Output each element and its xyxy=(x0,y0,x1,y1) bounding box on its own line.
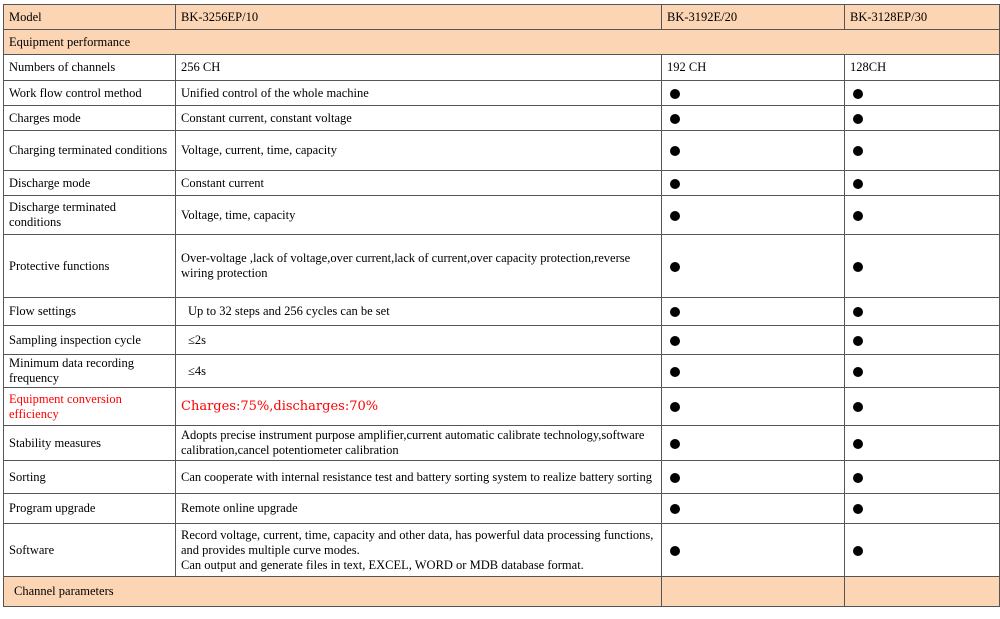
model-3-cell xyxy=(845,106,1000,131)
row-label: Charges mode xyxy=(4,106,176,131)
row-value: Adopts precise instrument purpose amplifier,current automatic calibrate technology,software calibration,cancel potentiometer calibration xyxy=(176,426,662,461)
row-label: Sorting xyxy=(4,461,176,494)
table-row xyxy=(4,131,1000,171)
model-3-cell xyxy=(845,326,1000,355)
filled-circle-icon xyxy=(670,89,680,99)
filled-circle-icon xyxy=(670,307,680,317)
table-row xyxy=(4,196,1000,235)
filled-circle-icon xyxy=(853,179,863,189)
row-label: Charging terminated conditions xyxy=(4,131,176,171)
model-3-cell xyxy=(845,461,1000,494)
model-2-cell xyxy=(662,131,845,171)
filled-circle-icon xyxy=(670,336,680,346)
software-output-formats: Can output and generate files in text, EXCEL, WORD or MDB database format. xyxy=(181,557,584,572)
row-label: Stability measures xyxy=(4,426,176,461)
row-value: 256 CH xyxy=(176,55,662,81)
table-row xyxy=(4,171,1000,196)
model-3-cell xyxy=(845,494,1000,524)
row-value: Constant current, constant voltage xyxy=(176,106,662,131)
row-value: Voltage, time, capacity xyxy=(176,196,662,235)
model-2-cell xyxy=(662,196,845,235)
row-label: Discharge mode xyxy=(4,171,176,196)
spec-table xyxy=(3,4,1000,607)
filled-circle-icon xyxy=(853,439,863,449)
model-3-cell xyxy=(845,524,1000,577)
filled-circle-icon xyxy=(853,546,863,556)
table-row xyxy=(4,494,1000,524)
row-value-highlight: Charges:75%,discharges:70% xyxy=(176,388,662,426)
row-value: ≤4s xyxy=(176,355,662,388)
empty-cell xyxy=(662,577,845,607)
row-label: Flow settings xyxy=(4,298,176,326)
model-2-cell xyxy=(662,298,845,326)
section-performance: Equipment performance xyxy=(4,30,1000,55)
filled-circle-icon xyxy=(670,439,680,449)
filled-circle-icon xyxy=(670,473,680,483)
model-2-header: BK-3192E/20 xyxy=(662,5,845,30)
software-description: Record voltage, current, time, capacity and other data, has powerful data processing functions, and provides multiple curve modes. xyxy=(181,527,654,557)
filled-circle-icon xyxy=(853,89,863,99)
filled-circle-icon xyxy=(670,179,680,189)
row-label: Work flow control method xyxy=(4,81,176,106)
filled-circle-icon xyxy=(853,473,863,483)
model-2-cell xyxy=(662,81,845,106)
table-row xyxy=(4,106,1000,131)
model-2-cell xyxy=(662,171,845,196)
filled-circle-icon xyxy=(853,146,863,156)
filled-circle-icon xyxy=(853,307,863,317)
model-3-cell xyxy=(845,355,1000,388)
model-2-cell xyxy=(662,388,845,426)
row-value: Up to 32 steps and 256 cycles can be set xyxy=(176,298,662,326)
table-row xyxy=(4,524,1000,577)
model-3-header: BK-3128EP/30 xyxy=(845,5,1000,30)
filled-circle-icon xyxy=(853,336,863,346)
model-2-cell xyxy=(662,461,845,494)
model-2-cell xyxy=(662,524,845,577)
empty-cell xyxy=(845,577,1000,607)
section-channel: Channel parameters xyxy=(4,577,662,607)
model-2-value: 192 CH xyxy=(662,55,845,81)
table-row xyxy=(4,326,1000,355)
model-3-cell xyxy=(845,196,1000,235)
model-3-value: 128CH xyxy=(845,55,1000,81)
model-3-cell xyxy=(845,426,1000,461)
model-2-cell xyxy=(662,326,845,355)
filled-circle-icon xyxy=(853,504,863,514)
model-2-cell xyxy=(662,235,845,298)
table-row xyxy=(4,55,1000,81)
filled-circle-icon xyxy=(853,114,863,124)
model-3-cell xyxy=(845,131,1000,171)
section-row xyxy=(4,30,1000,55)
table-row xyxy=(4,388,1000,426)
filled-circle-icon xyxy=(670,262,680,272)
filled-circle-icon xyxy=(670,504,680,514)
row-label: Equipment conversion efficiency xyxy=(4,388,176,426)
section-row xyxy=(4,577,1000,607)
model-1-header: BK-3256EP/10 xyxy=(176,5,662,30)
table-row xyxy=(4,426,1000,461)
filled-circle-icon xyxy=(670,146,680,156)
table-row xyxy=(4,298,1000,326)
table-row xyxy=(4,355,1000,388)
model-2-cell xyxy=(662,355,845,388)
model-3-cell xyxy=(845,235,1000,298)
row-value: ≤2s xyxy=(176,326,662,355)
filled-circle-icon xyxy=(670,367,680,377)
row-label: Program upgrade xyxy=(4,494,176,524)
filled-circle-icon xyxy=(670,211,680,221)
table-row xyxy=(4,81,1000,106)
row-label: Software xyxy=(4,524,176,577)
model-3-cell xyxy=(845,298,1000,326)
filled-circle-icon xyxy=(853,367,863,377)
row-value: Remote online upgrade xyxy=(176,494,662,524)
model-3-cell xyxy=(845,171,1000,196)
row-label: Discharge terminated conditions xyxy=(4,196,176,235)
row-label: Protective functions xyxy=(4,235,176,298)
filled-circle-icon xyxy=(670,114,680,124)
model-2-cell xyxy=(662,426,845,461)
row-label: Minimum data recording frequency xyxy=(4,355,176,388)
header-label: Model xyxy=(4,5,176,30)
row-label: Sampling inspection cycle xyxy=(4,326,176,355)
model-3-cell xyxy=(845,81,1000,106)
row-label: Numbers of channels xyxy=(4,55,176,81)
filled-circle-icon xyxy=(670,402,680,412)
row-value: Unified control of the whole machine xyxy=(176,81,662,106)
row-value: Over-voltage ,lack of voltage,over current,lack of current,over capacity protection,reverse wiring protection xyxy=(176,235,662,298)
row-value: Constant current xyxy=(176,171,662,196)
row-value: Can cooperate with internal resistance test and battery sorting system to realize battery sorting xyxy=(176,461,662,494)
model-2-cell xyxy=(662,106,845,131)
filled-circle-icon xyxy=(853,262,863,272)
header-row xyxy=(4,5,1000,30)
table-row xyxy=(4,235,1000,298)
row-value: Voltage, current, time, capacity xyxy=(176,131,662,171)
model-2-cell xyxy=(662,494,845,524)
model-3-cell xyxy=(845,388,1000,426)
row-value xyxy=(176,524,662,577)
table-row xyxy=(4,461,1000,494)
filled-circle-icon xyxy=(670,546,680,556)
filled-circle-icon xyxy=(853,211,863,221)
filled-circle-icon xyxy=(853,402,863,412)
